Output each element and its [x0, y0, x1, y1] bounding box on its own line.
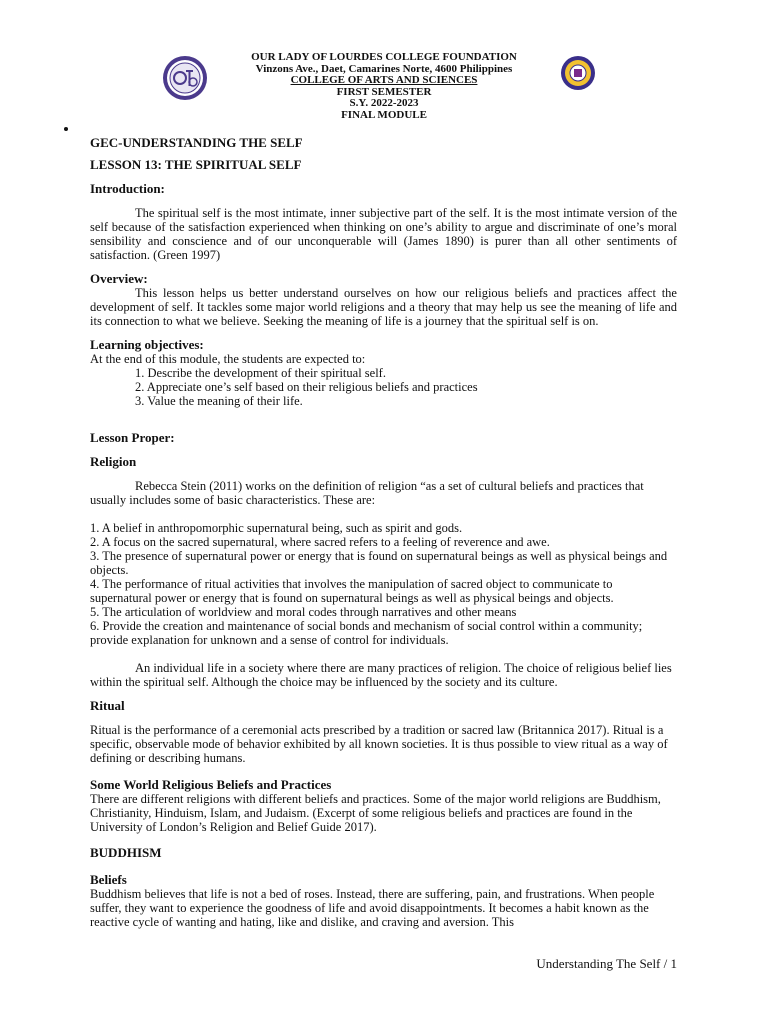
lesson-title: LESSON 13: THE SPIRITUAL SELF: [90, 157, 302, 172]
list-item: 2. A focus on the sacred supernatural, where sacred refers to a feeling of reverence and awe.: [90, 535, 550, 549]
introduction-heading: Introduction:: [90, 181, 165, 196]
religion-closing: An individual life in a society where there are many practices of religion. The choice of religious belief lies within the spiritual self. Although the choice may be influenced by the society and its culture.: [90, 661, 672, 689]
page-footer: Understanding The Self / 1: [536, 956, 677, 971]
world-religions-body: There are different religions with different beliefs and practices. Some of the major world religions are Buddhism, Christianity, Hinduism, Islam, and Judaism. (Excerpt of some religious beliefs and practices are found in the University of London’s Religion and Belief Guide 2017).: [90, 792, 661, 834]
list-item: 4. The performance of ritual activities that involves the manipulation of sacred object to communicate to supernatural power or energy that is found on supernatural beings as well as physical beings and objects.: [90, 577, 614, 605]
introduction-body: The spiritual self is the most intimate, inner subjective part of the self. It is the most intimate version of the self because of the satisfaction experienced when thinking on one’s ability to argue and discriminate of one’s moral sensibility and conscience and of our unconquerable will (James 1890) is purer than all other sentiments of satisfaction. (Green 1997): [90, 206, 677, 262]
overview-heading: Overview:: [90, 271, 148, 286]
school-year: S.Y. 2022-2023: [349, 97, 419, 109]
religion-characteristics-list: [90, 521, 677, 647]
lesson-proper-heading: Lesson Proper:: [90, 430, 175, 445]
college-name: COLLEGE OF ARTS AND SCIENCES: [290, 74, 478, 86]
world-religions-heading: Some World Religious Beliefs and Practices: [90, 777, 332, 792]
institution-address: Vinzons Ave., Daet, Camarines Norte, 4600 Philippines: [255, 62, 513, 75]
objective-item: 2. Appreciate one’s self based on their religious beliefs and practices: [135, 380, 478, 394]
religion-intro: Rebecca Stein (2011) works on the definition of religion “as a set of cultural beliefs and practices that usually includes some of basic characteristics. These are:: [90, 479, 644, 507]
ritual-heading: Ritual: [90, 698, 125, 713]
bullet-dot: [64, 127, 68, 131]
list-item: 6. Provide the creation and maintenance of social bonds and mechanism of social control within a community; provide explanation for unknown and a sense of control for individuals.: [90, 619, 643, 647]
semester: FIRST SEMESTER: [336, 85, 432, 98]
objective-item: 3. Value the meaning of their life.: [135, 394, 303, 408]
course-title: GEC-UNDERSTANDING THE SELF: [90, 135, 303, 150]
list-item: 5. The articulation of worldview and moral codes through narratives and other means: [90, 605, 517, 619]
objectives-lead: At the end of this module, the students are expected to:: [90, 352, 366, 366]
list-item: 3. The presence of supernatural power or energy that is found on supernatural beings as well as physical beings and objects.: [90, 549, 668, 577]
religion-heading: Religion: [90, 454, 137, 469]
buddhism-beliefs-body: Buddhism believes that life is not a bed of roses. Instead, there are suffering, pain, and frustrations. When people suffer, they want to experience the goodness of life and avoid disappointments. It becomes a habit known as the reactive cycle of wanting and hating, like and dislike, and craving and aversion. This: [90, 887, 655, 929]
document-body: [90, 136, 677, 929]
buddhism-heading: BUDDHISM: [90, 845, 162, 860]
module-label: FINAL MODULE: [341, 108, 427, 121]
document-header: [160, 52, 608, 121]
ritual-body: Ritual is the performance of a ceremonial acts prescribed by a tradition or sacred law (Britannica 2017). Ritual is a specific, observable mode of behavior exhibited by all known societies. It is thus possible to view ritual as a way of defining or describing humans.: [90, 723, 668, 765]
overview-body: This lesson helps us better understand ourselves on how our religious beliefs and practices affect the development of self. It tackles some major world religions and a theory that may help us see the meaning of life and its connection to what we believe. Seeking the meaning of life is a journey that the spiritual self is on.: [90, 286, 677, 328]
buddhism-beliefs-heading: Beliefs: [90, 872, 127, 887]
objective-item: 1. Describe the development of their spiritual self.: [135, 366, 386, 380]
objectives-heading: Learning objectives:: [90, 337, 204, 352]
list-item: 1. A belief in anthropomorphic supernatural being, such as spirit and gods.: [90, 521, 463, 535]
institution-name: OUR LADY OF LOURDES COLLEGE FOUNDATION: [251, 51, 517, 63]
